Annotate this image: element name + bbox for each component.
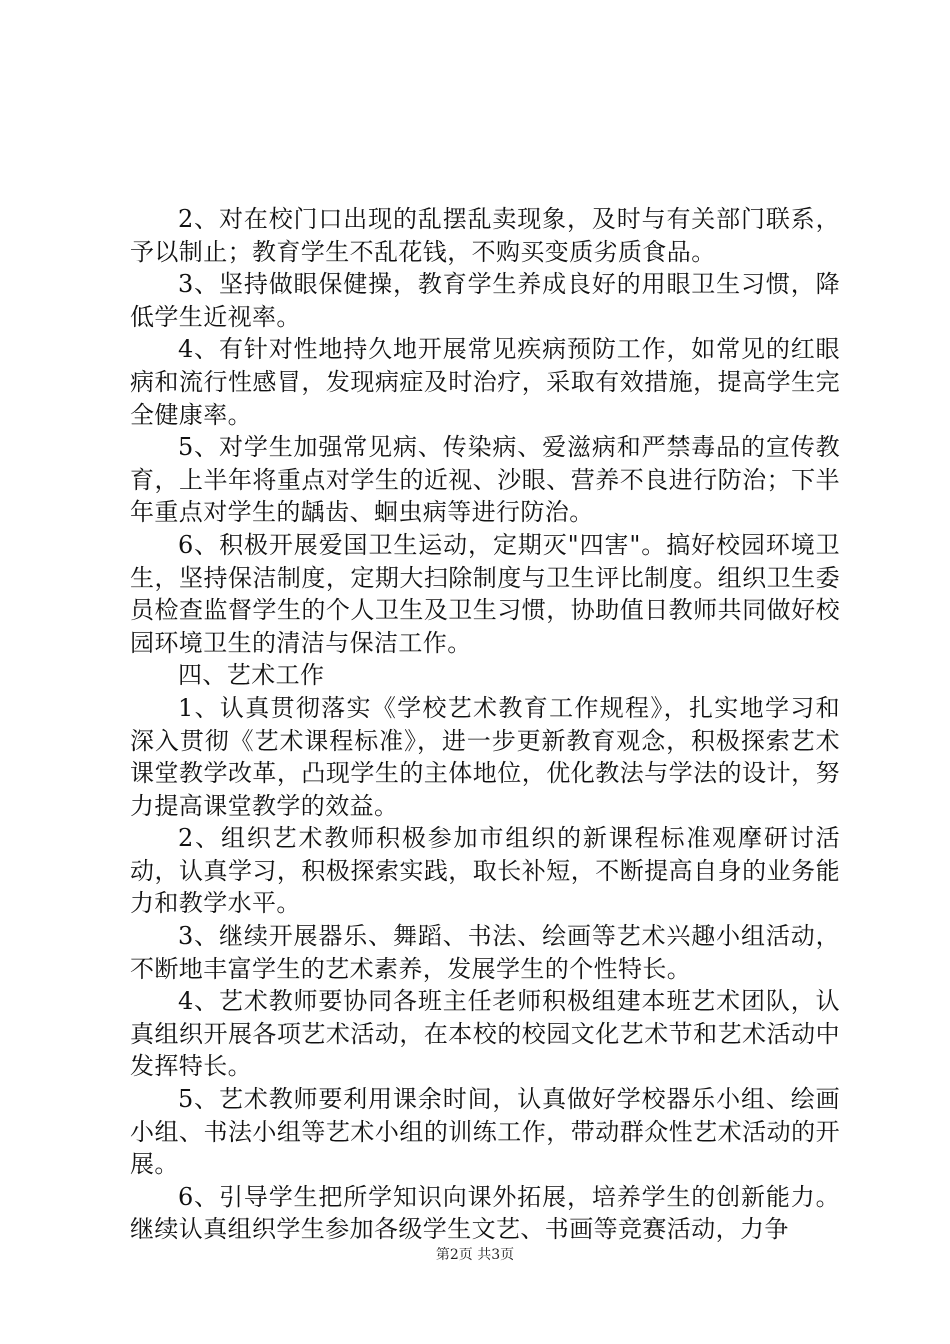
- paragraph-health-3: 3、坚持做眼保健操，教育学生养成良好的用眼卫生习惯，降低学生近视率。: [130, 270, 840, 331]
- paragraph-health-5: 5、对学生加强常见病、传染病、爱滋病和严禁毒品的宣传教育，上半年将重点对学生的近视、沙眼、营养不良进行防治；下半年重点对学生的龋齿、蛔虫病等进行防治。: [130, 433, 840, 527]
- paragraph-art-3: 3、继续开展器乐、舞蹈、书法、绘画等艺术兴趣小组活动，不断地丰富学生的艺术素养，发展学生的个性特长。: [130, 922, 840, 983]
- document-body: [130, 203, 840, 1246]
- paragraph-art-1: 1、认真贯彻落实《学校艺术教育工作规程》，扎实地学习和深入贯彻《艺术课程标准》，进一步更新教育观念，积极探索艺术课堂教学改革，凸现学生的主体地位，优化教法与学法的设计，努力提高课堂教学的效益。: [130, 693, 840, 820]
- paragraph-art-6: 6、引导学生把所学知识向课外拓展，培养学生的创新能力。继续认真组织学生参加各级学生文艺、书画等竞赛活动，力争: [130, 1182, 840, 1244]
- section-heading-art-work: 四、艺术工作: [178, 661, 325, 690]
- page-number-footer: 第2页 共3页: [435, 1247, 515, 1263]
- paragraph-art-2: 2、组织艺术教师积极参加市组织的新课程标准观摩研讨活动，认真学习，积极探索实践，取长补短，不断提高自身的业务能力和教学水平。: [130, 824, 840, 918]
- paragraph-health-4: 4、有针对性地持久地开展常见疾病预防工作，如常见的红眼病和流行性感冒，发现病症及时治疗，采取有效措施，提高学生完全健康率。: [130, 335, 840, 429]
- paragraph-art-5: 5、艺术教师要利用课余时间，认真做好学校器乐小组、绘画小组、书法小组等艺术小组的训练工作，带动群众性艺术活动的开展。: [130, 1085, 840, 1179]
- paragraph-health-2: 2、对在校门口出现的乱摆乱卖现象，及时与有关部门联系，予以制止；教育学生不乱花钱，不购买变质劣质食品。: [130, 205, 840, 266]
- paragraph-health-6: 6、积极开展爱国卫生运动，定期灭"四害"。搞好校园环境卫生，坚持保洁制度，定期大扫除制度与卫生评比制度。组织卫生委员检查监督学生的个人卫生及卫生习惯，协助值日教师共同做好校园环境卫生的清洁与保洁工作。: [130, 530, 840, 657]
- paragraph-art-4: 4、艺术教师要协同各班主任老师积极组建本班艺术团队，认真组织开展各项艺术活动，在本校的校园文化艺术节和艺术活动中发挥特长。: [130, 987, 840, 1081]
